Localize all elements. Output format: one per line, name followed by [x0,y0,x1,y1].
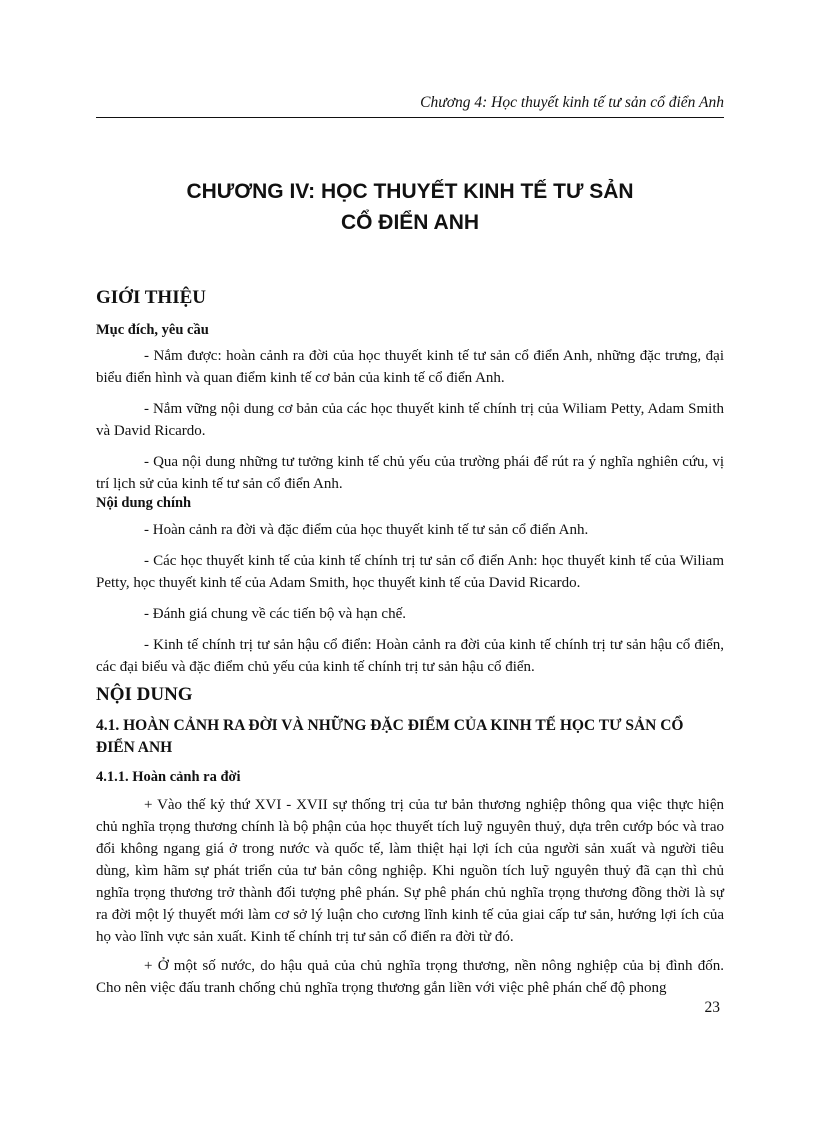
purpose-item: - Nắm vững nội dung cơ bản của các học thuyết kinh tế chính trị của Wiliam Petty, Adam Smith và David Ricardo. [96,401,724,439]
main-body [96,794,724,999]
header-rule [96,117,724,118]
content-item: - Đánh giá chung về các tiến bộ và hạn chế. [144,606,406,622]
content-list [96,519,724,678]
body-paragraph: + Vào thế kỷ thứ XVI - XVII sự thống trị của tư bản thương nghiệp thông qua việc thực hiện chủ nghĩa trọng thương chính là bộ phận của học thuyết tích luỹ nguyên thuỷ, dựa trên cướp bóc và trao đổi không ngang giá ở trong nước và quốc tế, làm thiệt hại lợi ích của người sản xuất và người tiêu dùng, kìm hãm sự phát triển của tư bản công nghiệp. Khi nguồn tích luỹ nguyên thuỷ đã cạn thì chủ nghĩa trọng thương trở thành đối tượng phê phán. Sự phê phán chủ nghĩa trọng thương đồng thời là sự ra đời một lý thuyết mới làm cơ sở lý luận cho cương lĩnh kinh tế của giai cấp tư sản, hướng lợi ích của họ vào lĩnh vực sản xuất. Kinh tế chính trị tư sản cổ điển ra đời từ đó. [96,797,724,945]
running-header: Chương 4: Học thuyết kinh tế tư sản cổ điển Anh [420,94,724,111]
content-item: - Hoàn cảnh ra đời và đặc điểm của học thuyết kinh tế tư sản cổ điển Anh. [144,522,589,538]
purpose-item: - Nắm được: hoàn cảnh ra đời của học thuyết kinh tế tư sản cổ điển Anh, những đặc trưng, đại biểu điển hình và quan điểm kinh tế cơ bản của kinh tế cổ điển Anh. [96,348,724,386]
chapter-title-line-2: CỔ ĐIỂN ANH [340,211,480,234]
purpose-item: - Qua nội dung những tư tưởng kinh tế chủ yếu của trường phái để rút ra ý nghĩa nghiên cứu, vị trí lịch sử của kinh tế tư sản cổ điển Anh. [96,454,724,492]
subsection-heading: 4.1.1. Hoàn cảnh ra đời [96,769,241,785]
section-heading: 4.1. HOÀN CẢNH RA ĐỜI VÀ NHỮNG ĐẶC ĐIỂM CỦA KINH TẾ HỌC TƯ SẢN CỔ ĐIỂN ANH [96,717,684,756]
content-item: - Các học thuyết kinh tế của kinh tế chính trị tư sản cổ điển Anh: học thuyết kinh tế của Wiliam Petty, học thuyết kinh tế của Adam Smith, học thuyết kinh tế của David Ricardo. [96,553,724,591]
main-heading: NỘI DUNG [96,684,193,705]
purpose-list [96,345,724,495]
chapter-title [96,176,724,238]
page-number: 23 [704,999,720,1016]
content-heading: Nội dung chính [96,495,192,511]
intro-heading: GIỚI THIỆU [96,287,206,308]
content-item: - Kinh tế chính trị tư sản hậu cổ điển: Hoàn cảnh ra đời của kinh tế chính trị tư sản hậu cổ điển, các đại biểu và đặc điểm chủ yếu của kinh tế chính trị tư sản hậu cổ điển. [96,637,724,675]
body-paragraph: + Ở một số nước, do hậu quả của chủ nghĩa trọng thương, nền nông nghiệp của bị đình đốn. Cho nên việc đấu tranh chống chủ nghĩa trọng thương gắn liền với việc phê phán chế độ phong [96,958,724,996]
chapter-title-line-1: CHƯƠNG IV: HỌC THUYẾT KINH TẾ TƯ SẢN [186,180,634,203]
purpose-heading: Mục đích, yêu cầu [96,322,209,338]
